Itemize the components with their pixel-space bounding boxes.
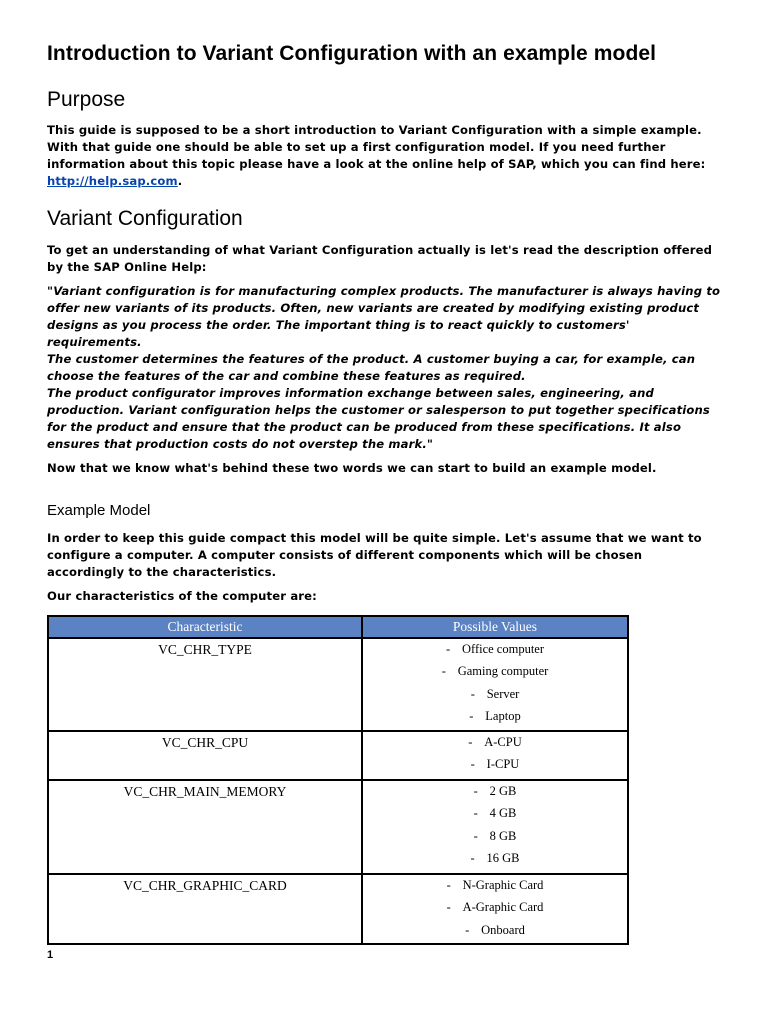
dash: - xyxy=(473,828,478,843)
table-intro: Our characteristics of the computer are: xyxy=(47,589,317,603)
value-text: Onboard xyxy=(481,922,525,937)
dash: - xyxy=(445,642,451,656)
purpose-heading: Purpose xyxy=(47,88,126,111)
dash: - xyxy=(441,664,446,679)
dash: - xyxy=(470,686,475,701)
value-item xyxy=(363,782,627,804)
quote-paragraph: The customer determines the features of the product. A customer buying a car, for example, can choose the features of the car and combine these features as required. xyxy=(47,352,696,383)
value-text: 4 GB xyxy=(489,806,517,821)
dash: - xyxy=(469,709,474,724)
value-item xyxy=(363,733,627,755)
dash: - xyxy=(473,784,478,798)
value-text: 16 GB xyxy=(486,851,520,866)
value-item xyxy=(363,921,627,943)
value-text: Laptop xyxy=(485,709,521,724)
value-item xyxy=(363,662,627,684)
dash: - xyxy=(470,851,475,866)
dash: - xyxy=(465,922,470,937)
column-header-possible-values: Possible Values xyxy=(362,616,628,638)
table-row xyxy=(48,731,628,780)
quote-paragraph: The product configurator improves information exchange between sales, engineering, and production. Variant configuration helps the customer or salesperson to put together specifications for the product and ensure that the product can be produced from these specifications. It also ensures that production costs do not overstep the mark." xyxy=(47,386,710,451)
quote-paragraph: "Variant configuration is for manufacturing complex products. The manufacturer is always having to offer new variants of its products. Often, new variants are created by modifying existing product designs as you process the order. The important thing is to react quickly to customers' requirements. xyxy=(47,284,721,349)
characteristic-name: VC_CHR_GRAPHIC_CARD xyxy=(48,874,362,944)
value-text: Server xyxy=(486,686,520,701)
value-item xyxy=(363,876,627,898)
value-text: 8 GB xyxy=(489,828,517,843)
sap-help-quote xyxy=(47,283,723,453)
document-title: Introduction to Variant Configuration with an example model xyxy=(47,42,657,65)
variant-config-intro: To get an understanding of what Variant Configuration actually is let's read the description offered by the SAP Online Help: xyxy=(47,243,713,274)
variant-config-outro: Now that we know what's behind these two words we can start to build an example model. xyxy=(47,461,657,475)
characteristic-name: VC_CHR_TYPE xyxy=(48,638,362,731)
example-model-heading: Example Model xyxy=(47,502,151,519)
purpose-text: This guide is supposed to be a short introduction to Variant Configuration with a simple example. With that guide one should be able to set up a first configuration model. If you need further information about this topic please have a look at the online help of SAP, which you can find here: xyxy=(47,123,706,171)
value-item xyxy=(363,827,627,849)
table-row xyxy=(48,780,628,874)
value-text: N-Graphic Card xyxy=(462,878,544,892)
value-item xyxy=(363,707,627,729)
example-model-text: In order to keep this guide compact this model will be quite simple. Let's assume that we want to configure a computer. A computer consists of different components which will be chosen accordingly to the characteristics. xyxy=(47,531,702,579)
value-text: Office computer xyxy=(461,642,545,656)
value-text: A-Graphic Card xyxy=(462,900,544,915)
value-text: 2 GB xyxy=(489,784,517,798)
value-item xyxy=(363,804,627,826)
characteristics-table xyxy=(47,615,629,945)
variant-config-heading: Variant Configuration xyxy=(47,207,243,230)
dash: - xyxy=(473,806,478,821)
table-header-row xyxy=(48,616,628,638)
value-item xyxy=(363,755,627,777)
column-header-characteristic: Characteristic xyxy=(48,616,362,638)
dash: - xyxy=(446,878,451,892)
possible-values-cell xyxy=(362,731,628,780)
value-item xyxy=(363,685,627,707)
dash: - xyxy=(468,735,473,749)
table-row xyxy=(48,874,628,944)
purpose-after-link: . xyxy=(177,174,183,188)
purpose-paragraph xyxy=(47,122,723,190)
page-number: 1 xyxy=(47,949,54,961)
characteristic-name: VC_CHR_CPU xyxy=(48,731,362,780)
value-item xyxy=(363,849,627,871)
possible-values-cell xyxy=(362,874,628,944)
value-text: I-CPU xyxy=(486,757,520,772)
characteristic-name: VC_CHR_MAIN_MEMORY xyxy=(48,780,362,874)
dash: - xyxy=(470,757,475,772)
possible-values-cell xyxy=(362,638,628,731)
value-item xyxy=(363,640,627,662)
possible-values-cell xyxy=(362,780,628,874)
value-text: A-CPU xyxy=(484,735,522,749)
value-item xyxy=(363,898,627,920)
table-row xyxy=(48,638,628,731)
dash: - xyxy=(446,900,451,915)
sap-help-link[interactable]: http://help.sap.com xyxy=(47,174,178,188)
value-text: Gaming computer xyxy=(457,664,549,679)
